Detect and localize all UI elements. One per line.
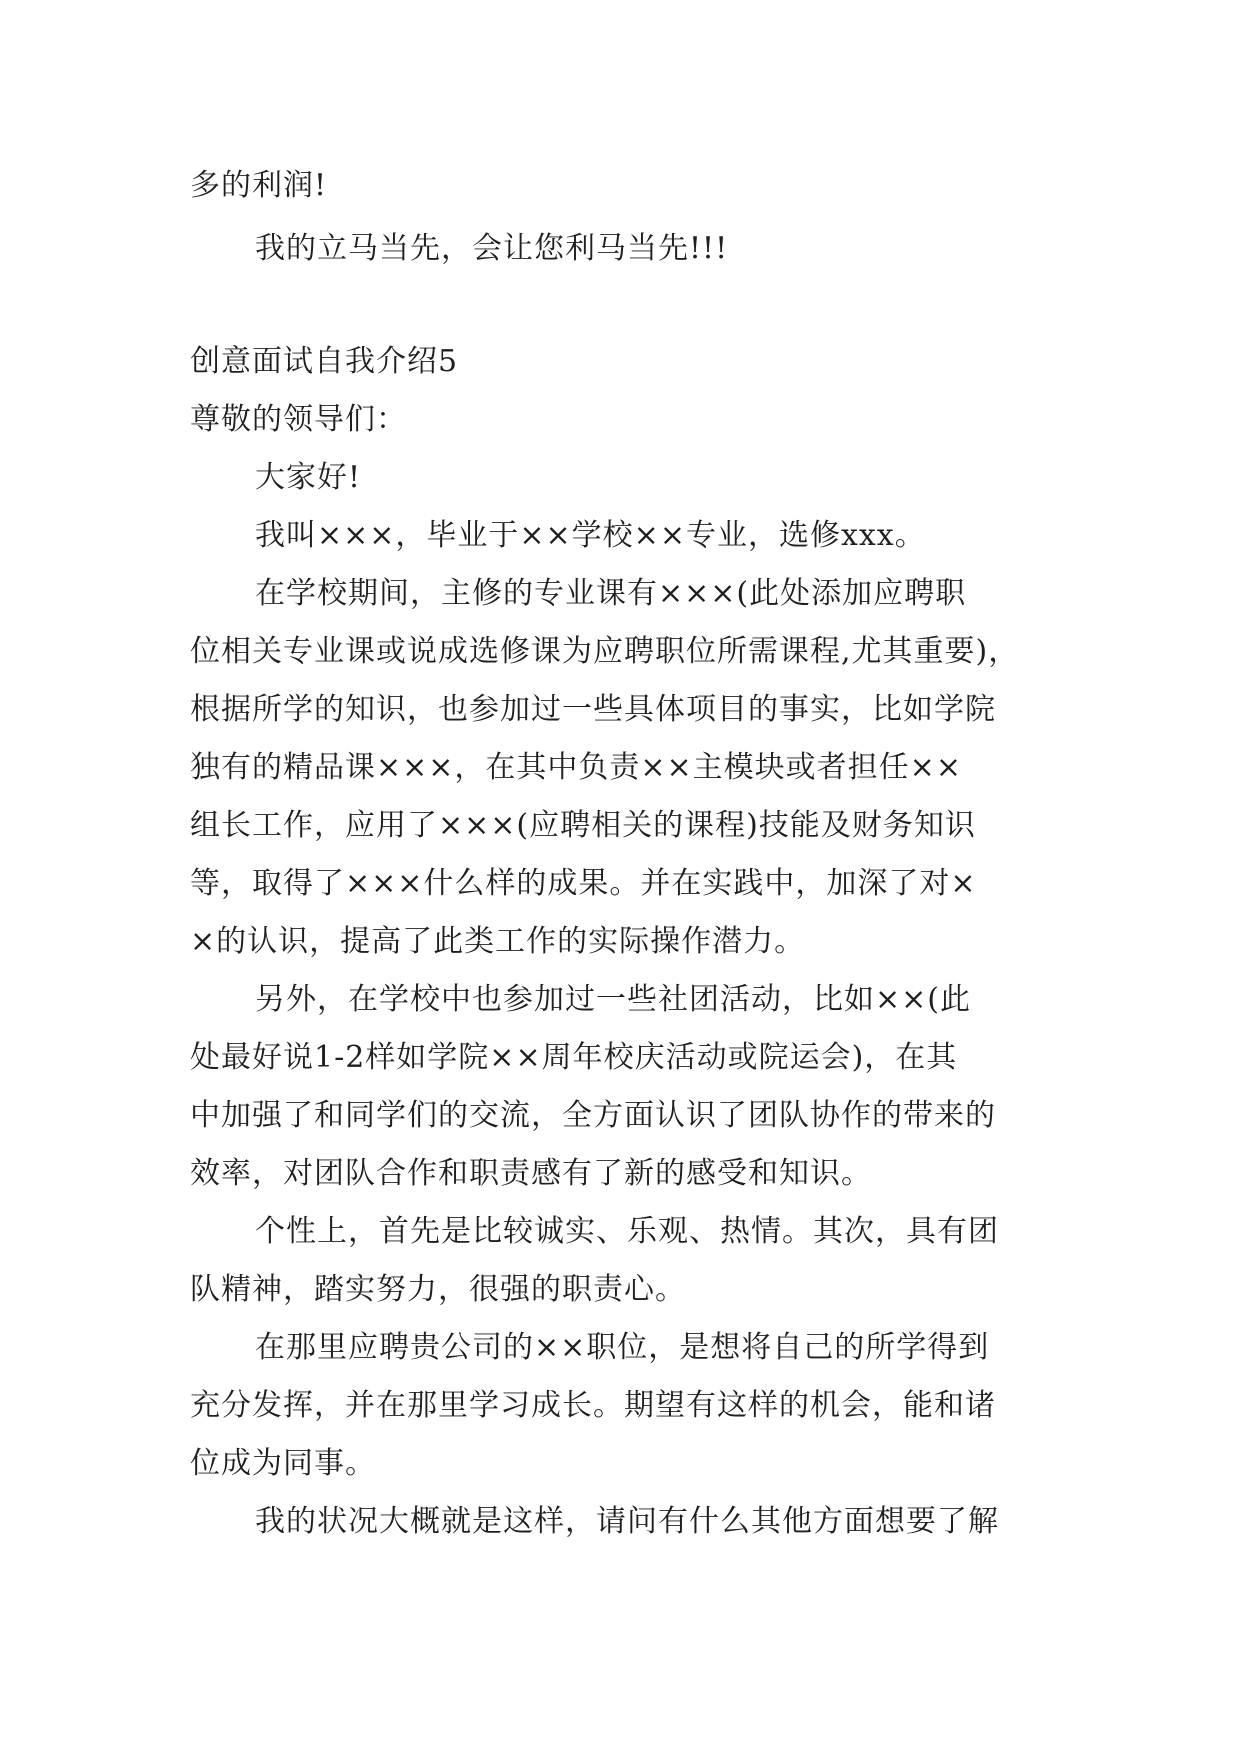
section-heading: 创意面试自我介绍5: [190, 344, 459, 379]
text-line: 队精神，踏实努力，很强的职责心。: [190, 1272, 686, 1307]
text-line: 我叫×××，毕业于××学校××专业，选修xxx。: [255, 518, 926, 553]
text-line: ×的认识，提高了此类工作的实际操作潜力。: [190, 924, 806, 959]
greeting: 大家好!: [255, 460, 362, 495]
text-line: 在那里应聘贵公司的××职位，是想将自己的所学得到: [255, 1330, 990, 1365]
text-line: 位成为同事。: [190, 1446, 376, 1481]
text-line: 效率，对团队合作和职责感有了新的感受和知识。: [190, 1156, 872, 1191]
text-line: 根据所学的知识，也参加过一些具体项目的事实，比如学院: [190, 692, 996, 727]
text-line: 中加强了和同学们的交流，全方面认识了团队协作的带来的: [190, 1098, 996, 1133]
text-line: 等，取得了×××什么样的成果。并在实践中，加深了对×: [190, 866, 977, 901]
text-line: 处最好说1-2样如学院××周年校庆活动或院运会)，在其: [190, 1040, 958, 1075]
text-line: 位相关专业课或说成选修课为应聘职位所需课程,尤其重要)，: [190, 634, 1020, 669]
text-line: 组长工作，应用了×××(应聘相关的课程)技能及财务知识: [190, 808, 976, 843]
text-line: 我的状况大概就是这样，请问有什么其他方面想要了解: [255, 1504, 999, 1539]
text-line: 个性上，首先是比较诚实、乐观、热情。其次，具有团: [255, 1214, 999, 1249]
text-line: 另外，在学校中也参加过一些社团活动，比如××(此: [255, 982, 971, 1017]
text-line: 充分发挥，并在那里学习成长。期望有这样的机会，能和诸: [190, 1388, 996, 1423]
salutation: 尊敬的领导们：: [190, 402, 407, 437]
text-line: 在学校期间，主修的专业课有×××(此处添加应聘职: [255, 576, 967, 611]
text-line: 我的立马当先，会让您利马当先!!!: [255, 231, 729, 266]
text-line: 多的利润!: [190, 168, 328, 203]
text-line: 独有的精品课×××，在其中负责××主模块或者担任××: [190, 750, 962, 785]
